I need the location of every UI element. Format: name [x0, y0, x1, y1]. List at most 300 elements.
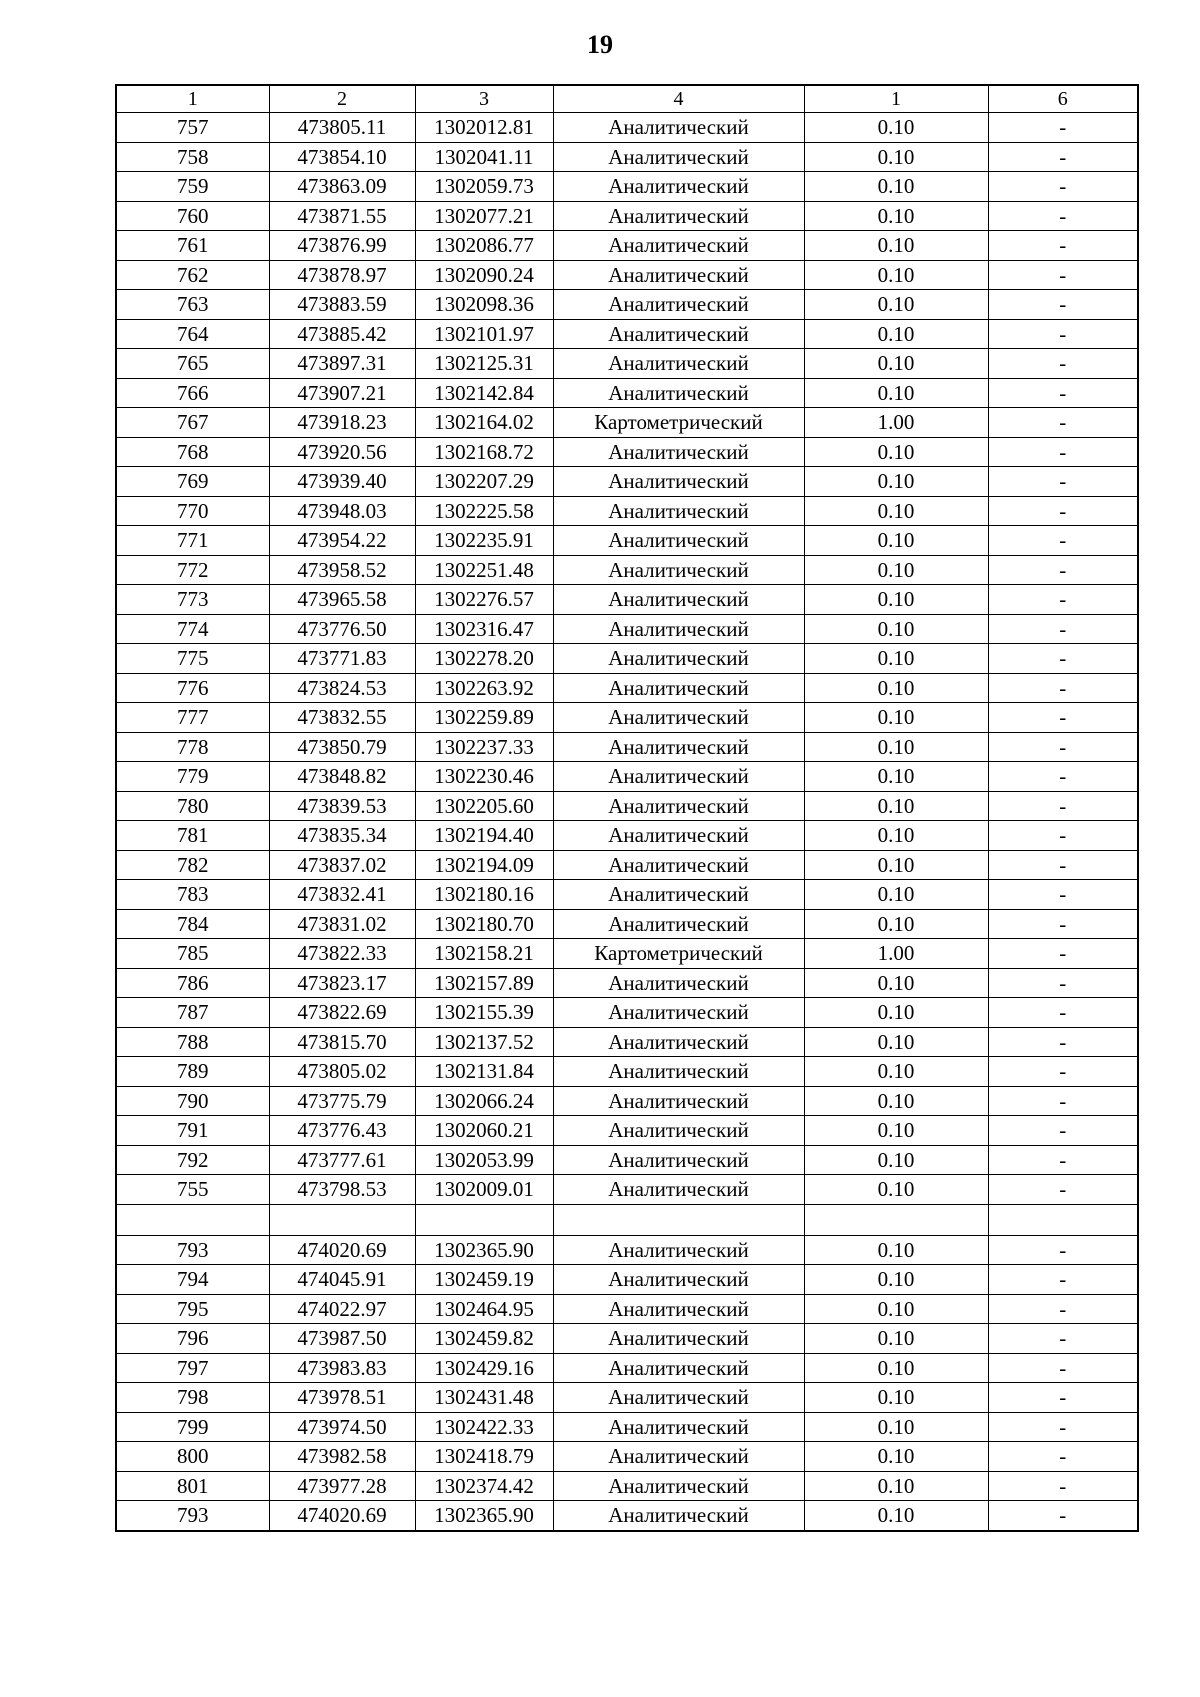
y-coordinate-cell: 1302155.39	[415, 998, 553, 1028]
method-cell: Аналитический	[553, 1501, 804, 1531]
y-coordinate-cell: 1302086.77	[415, 231, 553, 261]
note-cell: -	[988, 231, 1138, 261]
note-cell: -	[988, 555, 1138, 585]
accuracy-cell: 0.10	[804, 821, 988, 851]
accuracy-cell: 0.10	[804, 1412, 988, 1442]
x-coordinate-cell: 473822.69	[269, 998, 415, 1028]
note-cell: -	[988, 201, 1138, 231]
point-number-cell: 798	[116, 1383, 269, 1413]
table-row	[116, 467, 1138, 497]
point-number-cell: 762	[116, 260, 269, 290]
method-cell: Аналитический	[553, 113, 804, 143]
x-coordinate-cell: 473948.03	[269, 496, 415, 526]
y-coordinate-cell: 1302431.48	[415, 1383, 553, 1413]
y-coordinate-cell: 1302180.16	[415, 880, 553, 910]
x-coordinate-cell: 473871.55	[269, 201, 415, 231]
point-number-cell: 799	[116, 1412, 269, 1442]
method-cell: Аналитический	[553, 1145, 804, 1175]
x-coordinate-cell: 473854.10	[269, 142, 415, 172]
x-coordinate-cell: 473805.11	[269, 113, 415, 143]
accuracy-cell: 0.10	[804, 850, 988, 880]
table-row	[116, 437, 1138, 467]
point-number-cell: 765	[116, 349, 269, 379]
table-row	[116, 142, 1138, 172]
y-coordinate-cell: 1302374.42	[415, 1471, 553, 1501]
point-number-cell: 774	[116, 614, 269, 644]
x-coordinate-cell: 473987.50	[269, 1324, 415, 1354]
accuracy-cell: 0.10	[804, 319, 988, 349]
column-header: 2	[269, 85, 415, 113]
method-cell: Аналитический	[553, 1265, 804, 1295]
y-coordinate-cell: 1302263.92	[415, 673, 553, 703]
y-coordinate-cell: 1302077.21	[415, 201, 553, 231]
method-cell: Картометрический	[553, 408, 804, 438]
x-coordinate-cell: 473978.51	[269, 1383, 415, 1413]
method-cell: Аналитический	[553, 467, 804, 497]
note-cell: -	[988, 1116, 1138, 1146]
x-coordinate-cell: 473974.50	[269, 1412, 415, 1442]
accuracy-cell: 0.10	[804, 349, 988, 379]
page-number: 19	[587, 30, 613, 59]
y-coordinate-cell: 1302205.60	[415, 791, 553, 821]
table-row	[116, 1353, 1138, 1383]
note-cell: -	[988, 762, 1138, 792]
accuracy-cell: 0.10	[804, 1057, 988, 1087]
point-number-cell: 766	[116, 378, 269, 408]
table-row	[116, 614, 1138, 644]
point-number-cell: 760	[116, 201, 269, 231]
method-cell: Аналитический	[553, 1086, 804, 1116]
accuracy-cell: 0.10	[804, 673, 988, 703]
point-number-cell: 793	[116, 1501, 269, 1531]
table-row	[116, 526, 1138, 556]
method-cell: Аналитический	[553, 909, 804, 939]
point-number-cell: 800	[116, 1442, 269, 1472]
method-cell: Аналитический	[553, 1324, 804, 1354]
note-cell: -	[988, 998, 1138, 1028]
table-row	[116, 408, 1138, 438]
accuracy-cell: 0.10	[804, 909, 988, 939]
y-coordinate-cell: 1302276.57	[415, 585, 553, 615]
table-row	[116, 1501, 1138, 1531]
x-coordinate-cell: 474022.97	[269, 1294, 415, 1324]
method-cell: Аналитический	[553, 673, 804, 703]
table-row	[116, 1442, 1138, 1472]
table-row	[116, 1027, 1138, 1057]
point-number-cell: 789	[116, 1057, 269, 1087]
accuracy-cell: 0.10	[804, 231, 988, 261]
note-cell: -	[988, 585, 1138, 615]
method-cell: Аналитический	[553, 437, 804, 467]
y-coordinate-cell: 1302422.33	[415, 1412, 553, 1442]
accuracy-cell: 0.10	[804, 437, 988, 467]
table-row	[116, 1145, 1138, 1175]
table-row	[116, 260, 1138, 290]
point-number-cell: 788	[116, 1027, 269, 1057]
accuracy-cell: 0.10	[804, 1175, 988, 1205]
method-cell: Аналитический	[553, 378, 804, 408]
note-cell: -	[988, 378, 1138, 408]
accuracy-cell: 0.10	[804, 1501, 988, 1531]
table-row	[116, 1175, 1138, 1205]
point-number-cell	[116, 1204, 269, 1235]
accuracy-cell: 0.10	[804, 113, 988, 143]
x-coordinate-cell: 473907.21	[269, 378, 415, 408]
y-coordinate-cell: 1302418.79	[415, 1442, 553, 1472]
table-row	[116, 172, 1138, 202]
x-coordinate-cell: 473815.70	[269, 1027, 415, 1057]
method-cell: Аналитический	[553, 555, 804, 585]
table-row	[116, 939, 1138, 969]
note-cell: -	[988, 791, 1138, 821]
note-cell: -	[988, 909, 1138, 939]
note-cell: -	[988, 113, 1138, 143]
x-coordinate-cell: 473897.31	[269, 349, 415, 379]
method-cell: Аналитический	[553, 526, 804, 556]
method-cell: Аналитический	[553, 880, 804, 910]
method-cell: Аналитический	[553, 260, 804, 290]
accuracy-cell: 0.10	[804, 968, 988, 998]
table-row	[116, 1057, 1138, 1087]
table-body	[116, 85, 1138, 1531]
accuracy-cell	[804, 1204, 988, 1235]
column-header: 4	[553, 85, 804, 113]
method-cell: Аналитический	[553, 1294, 804, 1324]
x-coordinate-cell: 473883.59	[269, 290, 415, 320]
y-coordinate-cell: 1302012.81	[415, 113, 553, 143]
method-cell: Аналитический	[553, 791, 804, 821]
point-number-cell: 759	[116, 172, 269, 202]
method-cell: Аналитический	[553, 821, 804, 851]
x-coordinate-cell: 473805.02	[269, 1057, 415, 1087]
accuracy-cell: 0.10	[804, 290, 988, 320]
note-cell: -	[988, 467, 1138, 497]
method-cell: Аналитический	[553, 201, 804, 231]
table-row	[116, 319, 1138, 349]
note-cell: -	[988, 673, 1138, 703]
x-coordinate-cell: 473983.83	[269, 1353, 415, 1383]
note-cell: -	[988, 290, 1138, 320]
point-number-cell: 771	[116, 526, 269, 556]
accuracy-cell: 0.10	[804, 1324, 988, 1354]
note-cell: -	[988, 349, 1138, 379]
x-coordinate-cell: 473777.61	[269, 1145, 415, 1175]
method-cell: Аналитический	[553, 850, 804, 880]
point-number-cell: 797	[116, 1353, 269, 1383]
note-cell: -	[988, 850, 1138, 880]
table-row	[116, 880, 1138, 910]
point-number-cell: 792	[116, 1145, 269, 1175]
table-row	[116, 1116, 1138, 1146]
note-cell: -	[988, 496, 1138, 526]
coordinates-table	[115, 84, 1139, 1532]
x-coordinate-cell: 473823.17	[269, 968, 415, 998]
accuracy-cell: 0.10	[804, 1116, 988, 1146]
note-cell: -	[988, 437, 1138, 467]
point-number-cell: 790	[116, 1086, 269, 1116]
y-coordinate-cell: 1302164.02	[415, 408, 553, 438]
point-number-cell: 779	[116, 762, 269, 792]
point-number-cell: 787	[116, 998, 269, 1028]
accuracy-cell: 0.10	[804, 201, 988, 231]
accuracy-cell: 0.10	[804, 1235, 988, 1265]
table-row	[116, 850, 1138, 880]
accuracy-cell: 0.10	[804, 762, 988, 792]
table-row	[116, 1265, 1138, 1295]
table-row	[116, 349, 1138, 379]
x-coordinate-cell	[269, 1204, 415, 1235]
method-cell: Аналитический	[553, 349, 804, 379]
accuracy-cell: 0.10	[804, 732, 988, 762]
table-row	[116, 1235, 1138, 1265]
x-coordinate-cell: 473958.52	[269, 555, 415, 585]
table-row	[116, 231, 1138, 261]
y-coordinate-cell: 1302137.52	[415, 1027, 553, 1057]
note-cell: -	[988, 1175, 1138, 1205]
table-spacer-row	[116, 1204, 1138, 1235]
accuracy-cell: 0.10	[804, 1265, 988, 1295]
accuracy-cell: 0.10	[804, 1353, 988, 1383]
y-coordinate-cell: 1302041.11	[415, 142, 553, 172]
y-coordinate-cell: 1302066.24	[415, 1086, 553, 1116]
note-cell: -	[988, 821, 1138, 851]
accuracy-cell: 0.10	[804, 791, 988, 821]
note-cell: -	[988, 880, 1138, 910]
point-number-cell: 768	[116, 437, 269, 467]
accuracy-cell: 0.10	[804, 526, 988, 556]
note-cell: -	[988, 968, 1138, 998]
method-cell: Аналитический	[553, 644, 804, 674]
note-cell: -	[988, 1353, 1138, 1383]
method-cell: Аналитический	[553, 1471, 804, 1501]
method-cell: Аналитический	[553, 614, 804, 644]
point-number-cell: 764	[116, 319, 269, 349]
note-cell: -	[988, 1324, 1138, 1354]
x-coordinate-cell: 473920.56	[269, 437, 415, 467]
table-row	[116, 703, 1138, 733]
accuracy-cell: 0.10	[804, 1086, 988, 1116]
table-row	[116, 1471, 1138, 1501]
note-cell: -	[988, 408, 1138, 438]
method-cell: Аналитический	[553, 585, 804, 615]
x-coordinate-cell: 474020.69	[269, 1501, 415, 1531]
method-cell: Аналитический	[553, 142, 804, 172]
accuracy-cell: 0.10	[804, 703, 988, 733]
point-number-cell: 793	[116, 1235, 269, 1265]
method-cell: Аналитический	[553, 290, 804, 320]
point-number-cell: 785	[116, 939, 269, 969]
table-row	[116, 673, 1138, 703]
accuracy-cell: 0.10	[804, 496, 988, 526]
note-cell: -	[988, 1057, 1138, 1087]
note-cell: -	[988, 1471, 1138, 1501]
point-number-cell: 773	[116, 585, 269, 615]
point-number-cell: 755	[116, 1175, 269, 1205]
method-cell: Аналитический	[553, 703, 804, 733]
y-coordinate-cell: 1302207.29	[415, 467, 553, 497]
x-coordinate-cell: 473776.43	[269, 1116, 415, 1146]
column-header: 1	[116, 85, 269, 113]
accuracy-cell: 0.10	[804, 378, 988, 408]
method-cell: Аналитический	[553, 732, 804, 762]
method-cell: Аналитический	[553, 762, 804, 792]
x-coordinate-cell: 473885.42	[269, 319, 415, 349]
point-number-cell: 783	[116, 880, 269, 910]
accuracy-cell: 0.10	[804, 998, 988, 1028]
point-number-cell: 801	[116, 1471, 269, 1501]
y-coordinate-cell: 1302142.84	[415, 378, 553, 408]
y-coordinate-cell: 1302157.89	[415, 968, 553, 998]
x-coordinate-cell: 473775.79	[269, 1086, 415, 1116]
x-coordinate-cell: 473982.58	[269, 1442, 415, 1472]
y-coordinate-cell: 1302101.97	[415, 319, 553, 349]
method-cell: Аналитический	[553, 1412, 804, 1442]
point-number-cell: 780	[116, 791, 269, 821]
table-header-row	[116, 85, 1138, 113]
point-number-cell: 761	[116, 231, 269, 261]
point-number-cell: 757	[116, 113, 269, 143]
method-cell: Аналитический	[553, 1027, 804, 1057]
table-row	[116, 909, 1138, 939]
y-coordinate-cell: 1302230.46	[415, 762, 553, 792]
y-coordinate-cell: 1302125.31	[415, 349, 553, 379]
point-number-cell: 763	[116, 290, 269, 320]
point-number-cell: 794	[116, 1265, 269, 1295]
method-cell: Аналитический	[553, 319, 804, 349]
column-header: 3	[415, 85, 553, 113]
table-row	[116, 201, 1138, 231]
point-number-cell: 778	[116, 732, 269, 762]
y-coordinate-cell: 1302098.36	[415, 290, 553, 320]
x-coordinate-cell: 473776.50	[269, 614, 415, 644]
point-number-cell: 776	[116, 673, 269, 703]
y-coordinate-cell: 1302278.20	[415, 644, 553, 674]
method-cell: Аналитический	[553, 231, 804, 261]
y-coordinate-cell: 1302194.09	[415, 850, 553, 880]
table-row	[116, 555, 1138, 585]
table-row	[116, 1324, 1138, 1354]
x-coordinate-cell: 473918.23	[269, 408, 415, 438]
point-number-cell: 782	[116, 850, 269, 880]
accuracy-cell: 0.10	[804, 1294, 988, 1324]
y-coordinate-cell: 1302060.21	[415, 1116, 553, 1146]
note-cell: -	[988, 260, 1138, 290]
table-row	[116, 1086, 1138, 1116]
method-cell: Аналитический	[553, 1235, 804, 1265]
x-coordinate-cell: 474020.69	[269, 1235, 415, 1265]
x-coordinate-cell: 473832.55	[269, 703, 415, 733]
method-cell	[553, 1204, 804, 1235]
x-coordinate-cell: 473965.58	[269, 585, 415, 615]
method-cell: Аналитический	[553, 1175, 804, 1205]
y-coordinate-cell: 1302158.21	[415, 939, 553, 969]
table-row	[116, 496, 1138, 526]
x-coordinate-cell: 473822.33	[269, 939, 415, 969]
method-cell: Картометрический	[553, 939, 804, 969]
table-row	[116, 378, 1138, 408]
table-row	[116, 791, 1138, 821]
method-cell: Аналитический	[553, 1057, 804, 1087]
note-cell: -	[988, 1383, 1138, 1413]
accuracy-cell: 0.10	[804, 260, 988, 290]
y-coordinate-cell: 1302225.58	[415, 496, 553, 526]
table-row	[116, 1383, 1138, 1413]
note-cell: -	[988, 644, 1138, 674]
method-cell: Аналитический	[553, 1116, 804, 1146]
note-cell: -	[988, 939, 1138, 969]
method-cell: Аналитический	[553, 172, 804, 202]
x-coordinate-cell: 473878.97	[269, 260, 415, 290]
method-cell: Аналитический	[553, 998, 804, 1028]
method-cell: Аналитический	[553, 1383, 804, 1413]
note-cell: -	[988, 703, 1138, 733]
y-coordinate-cell: 1302235.91	[415, 526, 553, 556]
y-coordinate-cell: 1302090.24	[415, 260, 553, 290]
note-cell: -	[988, 526, 1138, 556]
accuracy-cell: 0.10	[804, 172, 988, 202]
accuracy-cell: 0.10	[804, 142, 988, 172]
accuracy-cell: 0.10	[804, 614, 988, 644]
method-cell: Аналитический	[553, 496, 804, 526]
accuracy-cell: 0.10	[804, 467, 988, 497]
y-coordinate-cell: 1302251.48	[415, 555, 553, 585]
method-cell: Аналитический	[553, 1442, 804, 1472]
point-number-cell: 775	[116, 644, 269, 674]
accuracy-cell: 0.10	[804, 555, 988, 585]
note-cell: -	[988, 319, 1138, 349]
note-cell: -	[988, 1294, 1138, 1324]
accuracy-cell: 1.00	[804, 408, 988, 438]
point-number-cell: 781	[116, 821, 269, 851]
x-coordinate-cell: 473850.79	[269, 732, 415, 762]
accuracy-cell: 1.00	[804, 939, 988, 969]
point-number-cell: 777	[116, 703, 269, 733]
y-coordinate-cell: 1302237.33	[415, 732, 553, 762]
y-coordinate-cell: 1302429.16	[415, 1353, 553, 1383]
x-coordinate-cell: 473832.41	[269, 880, 415, 910]
y-coordinate-cell: 1302316.47	[415, 614, 553, 644]
note-cell: -	[988, 1145, 1138, 1175]
point-number-cell: 795	[116, 1294, 269, 1324]
note-cell: -	[988, 732, 1138, 762]
y-coordinate-cell: 1302168.72	[415, 437, 553, 467]
y-coordinate-cell: 1302131.84	[415, 1057, 553, 1087]
accuracy-cell: 0.10	[804, 644, 988, 674]
table-row	[116, 821, 1138, 851]
x-coordinate-cell: 473954.22	[269, 526, 415, 556]
table-row	[116, 290, 1138, 320]
y-coordinate-cell: 1302180.70	[415, 909, 553, 939]
x-coordinate-cell: 473835.34	[269, 821, 415, 851]
note-cell: -	[988, 1027, 1138, 1057]
column-header: 6	[988, 85, 1138, 113]
point-number-cell: 769	[116, 467, 269, 497]
note-cell: -	[988, 172, 1138, 202]
x-coordinate-cell: 473771.83	[269, 644, 415, 674]
y-coordinate-cell: 1302009.01	[415, 1175, 553, 1205]
y-coordinate-cell	[415, 1204, 553, 1235]
point-number-cell: 784	[116, 909, 269, 939]
y-coordinate-cell: 1302194.40	[415, 821, 553, 851]
x-coordinate-cell: 473939.40	[269, 467, 415, 497]
x-coordinate-cell: 473831.02	[269, 909, 415, 939]
accuracy-cell: 0.10	[804, 585, 988, 615]
note-cell: -	[988, 1501, 1138, 1531]
table-row	[116, 1412, 1138, 1442]
note-cell	[988, 1204, 1138, 1235]
x-coordinate-cell: 473848.82	[269, 762, 415, 792]
y-coordinate-cell: 1302464.95	[415, 1294, 553, 1324]
